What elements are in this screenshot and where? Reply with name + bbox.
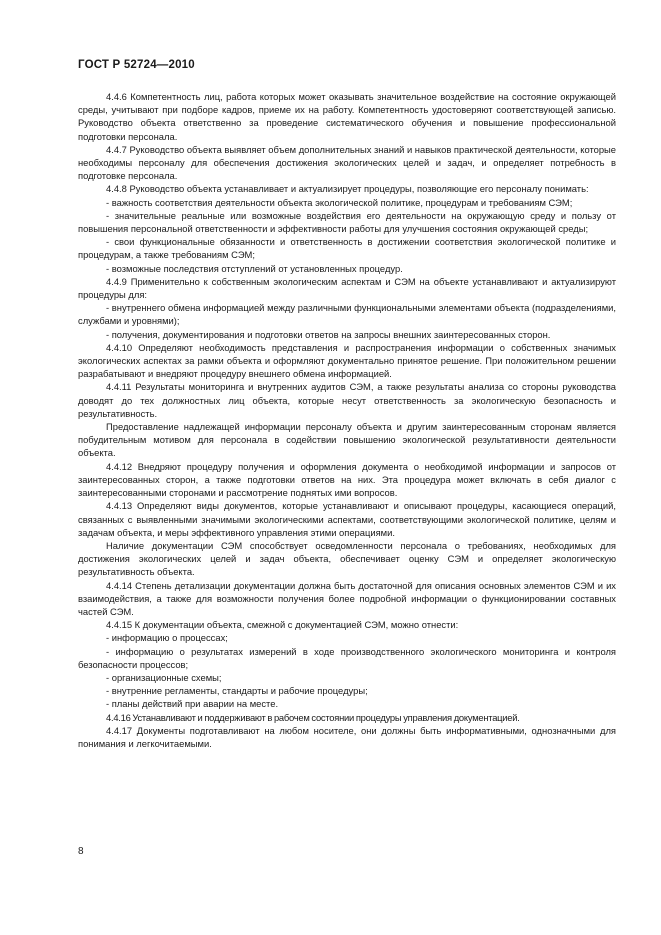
paragraph-4-4-6: 4.4.6 Компетентность лиц, работа которых может оказывать значительное воздействие на состояние окружающей среды, учитывают при подборе кадров, приеме их на работу. Компетентность удостоверяют соответствующей записью. Руководство объекта ответственно за проведение систематического обучения и повышение профессиональной подготовки персонала. — [78, 91, 616, 142]
paragraph-4-4-16: 4.4.16 Устанавливают и поддерживают в рабочем состоянии процедуры управления документацией. — [106, 711, 520, 723]
paragraph-4-4-15: 4.4.15 К документации объекта, смежной с документацией СЭМ, можно отнести: — [106, 619, 459, 631]
page-number: 8 — [78, 846, 84, 857]
list-item: - информацию о процессах; — [106, 632, 228, 644]
list-item: - важность соответствия деятельности объекта экологической политике, процедурам и требованиям СЭМ; — [106, 196, 573, 208]
list-item: - информацию о результатах измерений в ходе производственного экологического мониторинга и контроля безопасности процессов; — [78, 645, 616, 670]
paragraph-4-4-12: 4.4.12 Внедряют процедуру получения и оформления документа о необходимой информации и запросов от заинтересованных сторон, а также подготовки ответов на них. Эта процедура может включать в себя диалог с заинтересованными сторонами и рассмотрение поднятых ими вопросов. — [78, 460, 616, 499]
list-item: - значительные реальные или возможные воздействия его деятельности на окружающую среду и пользу от повышения персональной ответственности и эффективности работы для улучшения состояния окружающей среды; — [78, 209, 616, 235]
standard-header: ГОСТ Р 52724—2010 — [78, 59, 195, 71]
list-item: - внутреннего обмена информацией между различными функциональными элементами объекта (подразделениями, службами и уровнями); — [78, 302, 616, 327]
paragraph-4-4-17: 4.4.17 Документы подготавливают на любом носителе, они должны быть информативными, однозначными для понимания и легкочитаемыми. — [78, 724, 616, 749]
list-item: - внутренние регламенты, стандарты и рабочие процедуры; — [106, 685, 368, 697]
paragraph-4-4-13: 4.4.13 Определяют виды документов, которые устанавливают и описывают процедуры, касающиеся операций, связанных с выявленными значимыми экологическими аспектами, соответствующими экологической политике, целям и задачам объекта, и меры эффективного управления этими операциями. — [78, 500, 616, 538]
list-item: - свои функциональные обязанности и ответственность в достижении соответствия экологической политике и процедурам, а также требованиям СЭМ; — [78, 236, 616, 261]
paragraph-4-4-11: 4.4.11 Результаты мониторинга и внутренних аудитов СЭМ, а также результаты анализа со стороны руководства доводят до тех должностных лиц объекта, которые несут ответственность за экологическую безопасность и результативность. — [78, 381, 616, 419]
paragraph-4-4-9: 4.4.9 Применительно к собственным экологическим аспектам и СЭМ на объекте устанавливают и актуализируют процедуры для: — [78, 275, 616, 301]
paragraph: Предоставление надлежащей информации персоналу объекта и другим заинтересованным сторонам является побудительным мотивом для персонала в содействии повышению экологической результативности деятельности объекта. — [78, 421, 616, 459]
list-item: - планы действий при аварии на месте. — [106, 698, 279, 710]
paragraph-4-4-10: 4.4.10 Определяют необходимость представления и распространения информации о собственных значимых экологических аспектах за рамки объекта и оформляют документально принятое решение. При положительном решении разрабатывают и внедряют процедуру внешнего обмена информацией. — [78, 341, 616, 380]
paragraph: Наличие документации СЭМ способствует осведомленности персонала о требованиях, необходимых для достижения экологических целей и задач объекта, обеспечивает оценку СЭМ и определяет экологическую результативность объекта. — [78, 539, 616, 578]
list-item: - получения, документирования и подготовки ответов на запросы внешних заинтересованных сторон. — [106, 328, 551, 340]
body-text — [78, 90, 616, 750]
paragraph-4-4-7: 4.4.7 Руководство объекта выявляет объем дополнительных знаний и навыков практической деятельности, которые необходимы персоналу для обеспечения достижения экологических целей и задач, и определяет потребность в подготовке персонала. — [78, 143, 617, 182]
list-item: - возможные последствия отступлений от установленных процедур. — [106, 262, 403, 274]
list-item: - организационные схемы; — [106, 671, 222, 683]
paragraph-4-4-14: 4.4.14 Степень детализации документации должна быть достаточной для описания основных элементов СЭМ и их взаимодействия, а также для возможности получения более подробной информации о функционировании составных частей СЭМ. — [78, 579, 616, 617]
paragraph-4-4-8: 4.4.8 Руководство объекта устанавливает и актуализирует процедуры, позволяющие его персоналу понимать: — [106, 183, 589, 195]
